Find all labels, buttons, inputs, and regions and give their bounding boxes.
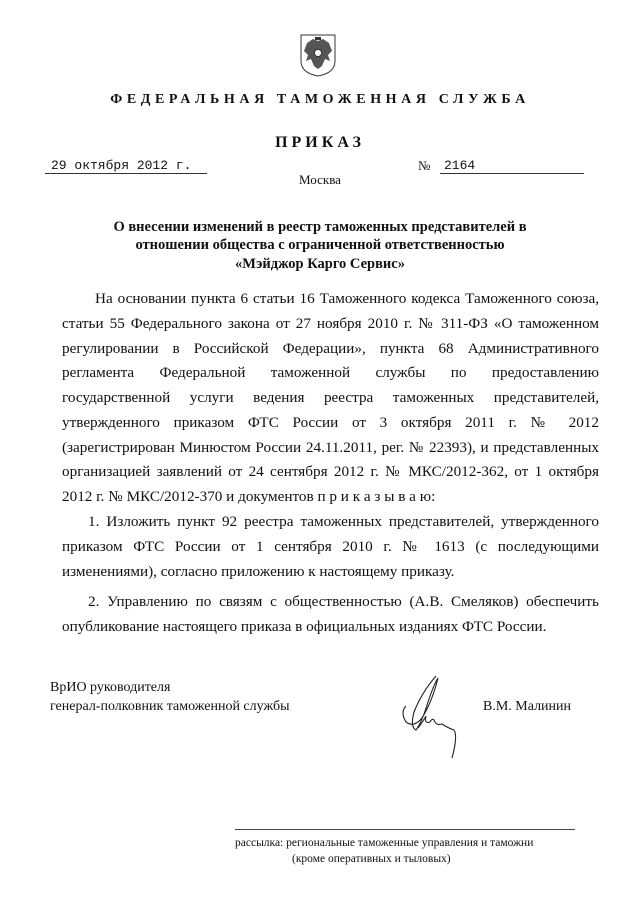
agency-name: ФЕДЕРАЛЬНАЯ ТАМОЖЕННАЯ СЛУЖБА (110, 92, 530, 107)
preamble-line: регулировании в Российской Федерации», пункта 68 Административного (62, 340, 599, 357)
order-number: 2164 (440, 158, 584, 174)
city: Москва (299, 172, 341, 187)
distribution-note: (кроме оперативных и тыловых) (292, 853, 451, 865)
distribution-list: рассылка: региональные таможенные управления и таможни (235, 837, 534, 849)
preamble-line: 2012 г. № МКС/2012-370 и документов п р и к а з ы в а ю: (62, 488, 436, 505)
document-title-line: «Мэйджор Карго Сервис» (235, 256, 405, 272)
preamble-line: (зарегистрирован Минюстом России 24.11.2011, рег. № 22393), и представленных (62, 439, 599, 456)
preamble-line: организацией заявлений от 24 сентября 2012 г. № МКС/2012-362, от 1 октября (62, 463, 599, 480)
document-title-line: О внесении изменений в реестр таможенных представителей в (113, 219, 527, 235)
preamble-line: утвержденного приказом ФТС России от 3 октября 2011 г. № 2012 (62, 414, 599, 431)
document-type: ПРИКАЗ (275, 134, 365, 151)
item-1-line: приказом ФТС России от 1 сентября 2010 г. № 1613 (с последующими (62, 538, 599, 555)
document-title-line: отношении общества с ограниченной ответственностью (135, 237, 505, 253)
signatory-position: ВрИО руководителя (50, 680, 171, 695)
item-2-line: 2. Управлению по связям с общественностью (А.В. Смеляков) обеспечить (88, 593, 599, 610)
preamble-line: На основании пункта 6 статьи 16 Таможенного кодекса Таможенного союза, (95, 290, 599, 307)
divider (235, 829, 575, 830)
handwritten-signature (392, 672, 472, 762)
preamble-line: государственной услуги ведения реестра таможенных представителей, (62, 389, 599, 406)
preamble-line: регламента Федеральной таможенной службы по предоставлению (62, 364, 599, 381)
signatory-name: В.М. Малинин (483, 699, 572, 714)
signatory-rank: генерал-полковник таможенной службы (50, 699, 290, 714)
order-date: 29 октября 2012 г. (45, 158, 207, 174)
russian-coat-of-arms-icon (299, 33, 337, 77)
item-1-line: изменениями), согласно приложению к настоящему приказу. (62, 563, 455, 580)
preamble-line: статьи 55 Федерального закона от 27 ноября 2010 г. № 311-ФЗ «О таможенном (62, 315, 599, 332)
order-number-label: № (418, 158, 431, 173)
item-2-line: опубликование настоящего приказа в официальных изданиях ФТС России. (62, 618, 547, 635)
item-1-line: 1. Изложить пункт 92 реестра таможенных представителей, утвержденного (88, 513, 599, 530)
